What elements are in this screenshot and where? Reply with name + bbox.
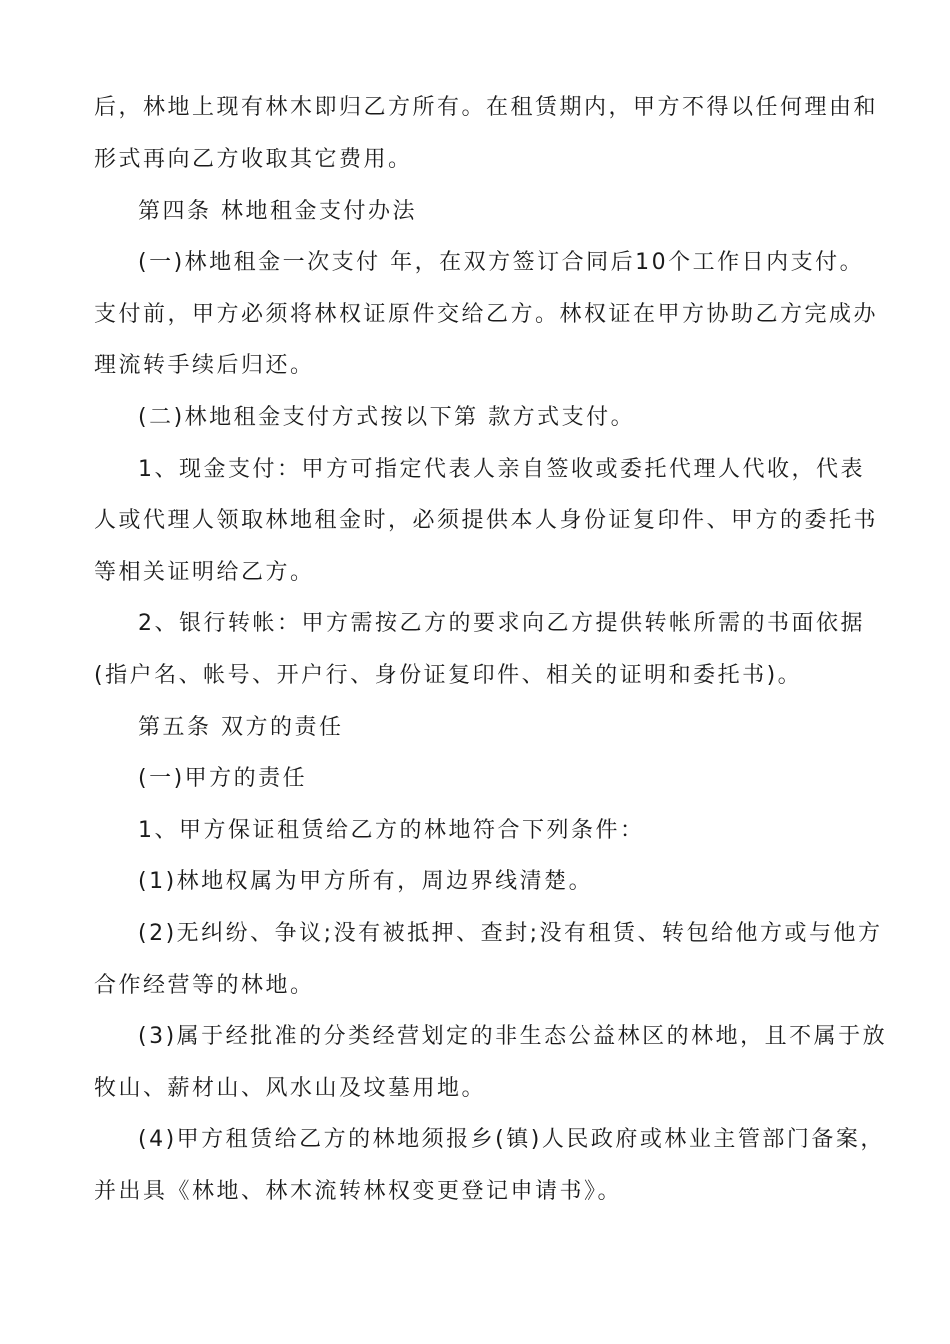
text-line: (1)林地权属为甲方所有，周边界线清楚。: [138, 869, 594, 894]
text-line: (指户名、帐号、开户行、身份证复印件、相关的证明和委托书)。: [94, 663, 803, 688]
text-line: (4)甲方租赁给乙方的林地须报乡(镇)人民政府或林业主管部门备案，: [138, 1127, 885, 1152]
text-line: (2)无纠纷、争议;没有被抵押、查封;没有租赁、转包给他方或与他方: [138, 921, 883, 946]
text-line: 支付前，甲方必须将林权证原件交给乙方。林权证在甲方协助乙方完成办: [94, 302, 879, 327]
text-line: 牧山、薪材山、风水山及坟墓用地。: [94, 1076, 487, 1101]
text-line: 1、甲方保证租赁给乙方的林地符合下列条件：: [138, 818, 645, 843]
text-line: 理流转手续后归还。: [94, 353, 315, 378]
text-line: (二)林地租金支付方式按以下第 款方式支付。: [138, 405, 636, 430]
text-line: (一)甲方的责任: [138, 766, 308, 791]
text-line: 形式再向乙方收取其它费用。: [94, 147, 413, 172]
article-heading: 第四条 林地租金支付办法: [138, 199, 417, 224]
text-line: 1、现金支付：甲方可指定代表人亲自签收或委托代理人代收，代表: [138, 457, 865, 482]
article-heading: 第五条 双方的责任: [138, 715, 344, 740]
text-line: 合作经营等的林地。: [94, 973, 315, 998]
text-line: 等相关证明给乙方。: [94, 560, 315, 585]
text-line: 并出具《林地、林木流转林权变更登记申请书》。: [94, 1179, 623, 1204]
text-line: 后，林地上现有林木即归乙方所有。在租赁期内，甲方不得以任何理由和: [94, 95, 879, 120]
text-line: 2、银行转帐：甲方需按乙方的要求向乙方提供转帐所需的书面依据: [138, 611, 865, 636]
text-line: (一)林地租金一次支付 年，在双方签订合同后10个工作日内支付。: [138, 250, 865, 275]
text-line: (3)属于经批准的分类经营划定的非生态公益林区的林地，且不属于放: [138, 1024, 888, 1049]
text-line: 人或代理人领取林地租金时，必须提供本人身份证复印件、甲方的委托书: [94, 508, 879, 533]
